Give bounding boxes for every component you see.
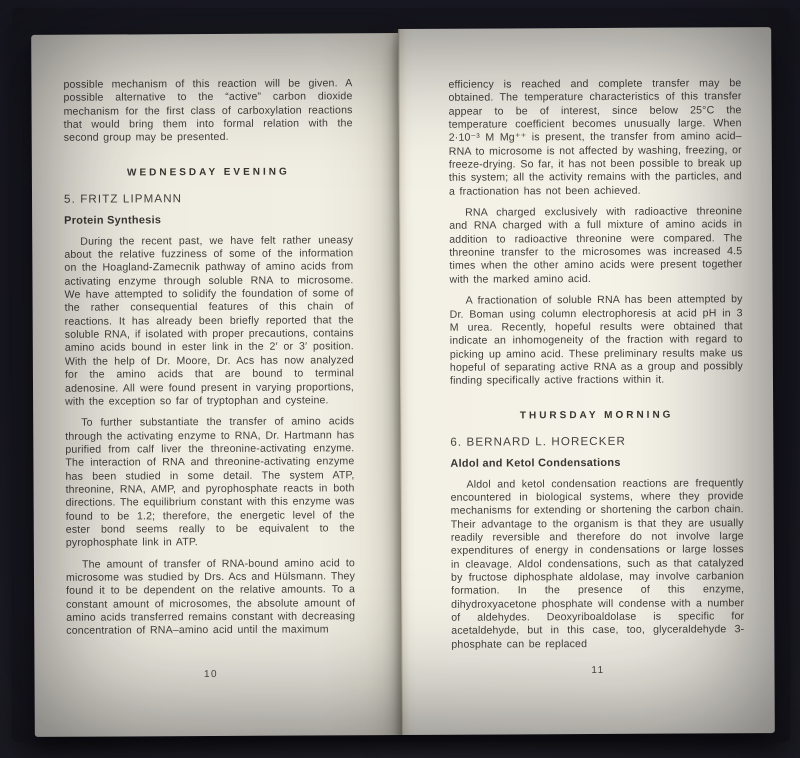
speaker-name-horecker: 6. BERNARD L. HORECKER (450, 434, 626, 449)
paragraph: The amount of transfer of RNA-bound amino acid to microsome was studied by Drs. Acs and Hülsmann. They found it to be dependent on the relative amounts. To a constant amount of microsomes, the absolute amount of amino acids transferred remains constant with decreasing concentration of RNA–amino acid until the maximum (65, 556, 356, 638)
paragraph: To further substantiate the transfer of amino acids through the activating enzyme to RNA, Dr. Hartmann has purified from calf liver the threonine-activating enzyme. The interaction of RNA and threonine-activating enzyme has been studied in some detail. The system ATP, threonine, RNA, AMP, and pyrophosphate reacts in both directions. The equilibrium constant with this enzyme was found to be 1.2; therefore, the energetic level of the ester bond seems really to be equivalent to the pyrophosphate link in ATP. (65, 415, 355, 550)
session-heading-wednesday-evening: WEDNESDAY EVENING (127, 166, 290, 179)
continued-paragraph: possible mechanism of this reaction will be given. A possible alternative to the “active” carbon dioxide mechanism for the first class of carboxylation reactions that would bring them into formal relation with the second group may be presented. (63, 77, 353, 145)
booklet-spread (31, 27, 775, 741)
talk-title-protein-synthesis: Protein Synthesis (64, 213, 162, 227)
paragraph: efficiency is reached and complete transfer may be obtained. The temperature characteristics of this transfer appear to be of interest, since below 25°C the temperature coefficient becomes unusually large. When 2·10⁻³ M Mg⁺⁺ is present, the transfer from amino acid–RNA to microsome is not affected by washing, freezing, or freeze-drying. So far, it has not been possible to break up this system; all the activity remains with the particles, and a fractionation has not been achieved. (448, 77, 742, 198)
page-right (398, 27, 775, 735)
paragraph: A fractionation of soluble RNA has been attempted by Dr. Boman using column electrophoresis at acid pH in 3 M urea. Recently, hopeful results were obtained that indicate an inhomogeneity of the fraction with regard to picking up amino acid. These preliminary results make us hopeful of separating active RNA as a group and possibly finding specifically active fractions within it. (449, 293, 743, 387)
page-number-11: 11 (591, 664, 605, 677)
talk-title-aldol-ketol-condensations: Aldol and Ketol Condensations (450, 456, 621, 470)
page-left (31, 33, 402, 737)
paragraph: Aldol and ketol condensation reactions are frequently encountered in biological systems, where they provide mechanisms for extending or shortening the carbon chain. Their advantage to the organism is that they are usually readily reversible and therefore do not involve large expenditures of energy in condensations or large losses in cleavage. Aldol condensations, such as that catalyzed by fructose diphosphate aldolase, may involve carbanion formation. In the presence of this enzyme, dihydroxyacetone phosphate will condense with a number of aldehydes. Deoxyriboaldolase is specific for acetaldehyde, but in this case, too, glyceraldehyde 3-phosphate can be replaced (450, 476, 745, 651)
speaker-name-lipmann: 5. FRITZ LIPMANN (63, 191, 183, 206)
page-number-10: 10 (203, 668, 219, 681)
paragraph: During the recent past, we have felt rather uneasy about the relative fuzziness of some of the information on the Hoagland-Zamecnik pathway of amino acids from activating enzyme through soluble RNA to microsome. We have attempted to solidify the foundation of some of the rather consequential features of this chain of reactions. It has already been briefly reported that the soluble RNA, if isolated with proper precautions, contains amino acids bound in ester link in the 2′ or 3′ position. With the help of Dr. Moore, Dr. Acs has now analyzed for the amino acids that are bound to terminal adenosine. All were found present in varying proportions, with the exception so far of tryptophan and cysteine. (64, 233, 355, 408)
session-heading-thursday-morning: THURSDAY MORNING (519, 409, 674, 421)
paragraph: RNA charged exclusively with radioactive threonine and RNA charged with a full mixture of amino acids in addition to radioactive threonine were compared. The threonine transfer to the microsomes was increased 4.5 times when the other amino acids were present together with the marked amino acid. (449, 205, 743, 286)
